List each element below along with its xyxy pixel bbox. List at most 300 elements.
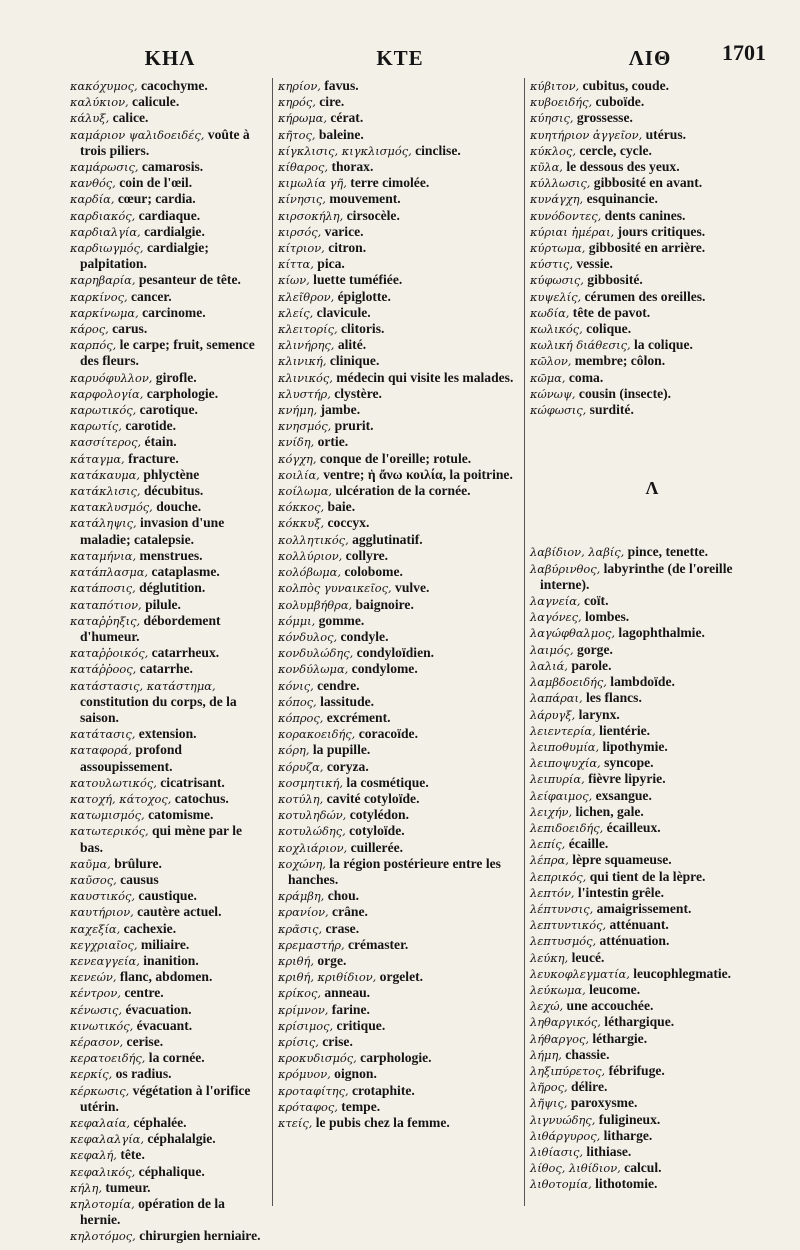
column-divider xyxy=(524,78,525,1206)
dictionary-entry xyxy=(530,609,774,625)
dictionary-entry xyxy=(70,597,268,613)
greek-headword: καταμήνια, xyxy=(70,548,137,563)
greek-headword: ληθαργικός, xyxy=(530,1015,601,1030)
greek-headword: κηλοτόμος, xyxy=(70,1229,136,1244)
french-definition: constitution du corps, de la saison. xyxy=(80,693,237,725)
french-definition: terre cimolée. xyxy=(346,175,430,191)
running-head-left: ΚΗΛ xyxy=(144,46,196,70)
french-definition: la cornée. xyxy=(145,1050,205,1066)
dictionary-entry xyxy=(530,1112,774,1128)
greek-headword: κλειτορίς, xyxy=(278,322,338,337)
french-definition: orge. xyxy=(313,952,347,968)
dictionary-entry xyxy=(70,240,268,272)
dictionary-entry xyxy=(530,707,774,723)
dictionary-entry xyxy=(278,807,518,823)
french-definition: ulcération de la cornée. xyxy=(332,483,471,499)
french-definition: parole. xyxy=(567,657,612,673)
dictionary-entry xyxy=(278,353,518,369)
french-definition: clavicule. xyxy=(313,304,371,320)
greek-headword: καυτήριον, xyxy=(70,905,134,920)
french-definition: cavité cotyloïde. xyxy=(323,790,420,806)
dictionary-entry xyxy=(70,953,268,969)
french-definition: crémaster. xyxy=(344,936,409,952)
greek-headword: κόνδυλος, xyxy=(278,629,338,644)
french-definition: cérumen des oreilles. xyxy=(581,288,706,304)
greek-headword: λιγνυώδης, xyxy=(530,1112,596,1127)
dictionary-entry xyxy=(530,208,774,224)
greek-headword: καρηβαρία, xyxy=(70,273,136,288)
french-definition: léthargie. xyxy=(588,1030,648,1046)
greek-headword: κώφωσις, xyxy=(530,403,587,418)
dictionary-entry xyxy=(278,759,518,775)
dictionary-entry xyxy=(530,353,774,369)
french-definition: chou. xyxy=(324,888,360,904)
french-definition: lambdoïde. xyxy=(606,674,675,690)
french-definition: baleine. xyxy=(315,126,364,142)
greek-headword: κύριαι ἡμέραι, xyxy=(530,224,615,239)
french-definition: condyle. xyxy=(337,628,389,644)
french-definition: catarrheux. xyxy=(148,645,220,661)
french-definition: lientérie. xyxy=(595,722,651,738)
dictionary-entry xyxy=(70,467,268,483)
french-definition: agglutinatif. xyxy=(348,531,423,547)
greek-headword: καλύκιον, xyxy=(70,95,129,110)
greek-headword: κατωτερικός, xyxy=(70,824,149,839)
french-definition: carphologie. xyxy=(356,1050,432,1066)
greek-headword: κυνόδοντες, xyxy=(530,208,602,223)
dictionary-entry xyxy=(278,548,518,564)
french-definition: opération de la hernie. xyxy=(80,1196,225,1228)
greek-headword: κνησμός, xyxy=(278,419,332,434)
greek-headword: κιρσός, xyxy=(278,224,322,239)
greek-headword: κρίσιμος, xyxy=(278,1018,334,1033)
french-definition: favus. xyxy=(320,78,359,93)
french-definition: cirsocèle. xyxy=(343,207,400,223)
greek-headword: καρκίνωμα, xyxy=(70,305,139,320)
column-divider xyxy=(272,78,273,1206)
greek-headword: λίθος, λιθίδιον, xyxy=(530,1161,621,1176)
dictionary-entry xyxy=(530,305,774,321)
greek-headword: κοχλιάριον, xyxy=(278,840,348,855)
french-definition: luette tuméfiée. xyxy=(309,272,403,288)
dictionary-entry xyxy=(70,515,268,547)
greek-headword: κύρτωμα, xyxy=(530,241,586,256)
greek-headword: κολυμβήθρα, xyxy=(278,597,353,612)
greek-headword: καρωτίς, xyxy=(70,419,122,434)
greek-headword: κροκυδισμός, xyxy=(278,1051,357,1066)
french-definition: phlyctène xyxy=(139,466,200,482)
french-definition: gibbosité en arrière. xyxy=(585,240,706,256)
french-definition: cotyloïde. xyxy=(345,823,405,839)
french-definition: le carpe; fruit, semence des fleurs. xyxy=(80,337,255,369)
french-definition: pica. xyxy=(313,256,345,272)
greek-headword: λεπιδοειδής, xyxy=(530,820,604,835)
greek-headword: λειποψυχία, xyxy=(530,756,601,771)
dictionary-entry xyxy=(278,175,518,191)
greek-headword: κῦλα, xyxy=(530,160,563,175)
dictionary-entry xyxy=(530,402,774,418)
dictionary-entry xyxy=(278,694,518,710)
greek-headword: λεύκωμα, xyxy=(530,982,586,997)
french-definition: délire. xyxy=(567,1079,608,1095)
dictionary-entry xyxy=(530,642,774,658)
dictionary-entry xyxy=(530,289,774,305)
french-definition: cire. xyxy=(315,94,345,110)
greek-headword: λεχώ, xyxy=(530,999,564,1014)
dictionary-entry xyxy=(278,224,518,240)
french-definition: utérus. xyxy=(642,126,687,142)
french-definition: clystère. xyxy=(330,385,382,401)
dictionary-entry xyxy=(278,191,518,207)
dictionary-entry xyxy=(70,175,268,191)
greek-headword: ληξιπύρετος, xyxy=(530,1063,606,1078)
french-definition: cotylédon. xyxy=(346,807,409,823)
french-definition: catomisme. xyxy=(144,807,214,823)
dictionary-entry xyxy=(278,305,518,321)
greek-headword: κέρασον, xyxy=(70,1034,124,1049)
greek-headword: κατουλωτικός, xyxy=(70,775,157,790)
french-definition: calicule. xyxy=(128,94,180,110)
greek-headword: λαπάραι, xyxy=(530,691,583,706)
greek-headword: κάρος, xyxy=(70,322,109,337)
dictionary-entry xyxy=(530,256,774,272)
french-definition: fébrifuge. xyxy=(605,1062,665,1078)
greek-headword: κύβιτον, xyxy=(530,79,580,93)
greek-headword: καρκίνος, xyxy=(70,289,128,304)
greek-headword: κυνάγχη, xyxy=(530,192,584,207)
french-definition: cardialgie; palpitation. xyxy=(80,240,209,272)
french-definition: céphalée. xyxy=(129,1115,187,1130)
french-definition: syncope. xyxy=(600,755,654,771)
french-definition: fièvre lipyrie. xyxy=(584,771,666,787)
french-definition: carotique. xyxy=(136,402,198,418)
greek-headword: λαγνεία, xyxy=(530,594,581,609)
greek-headword: κοχώνη, xyxy=(278,856,326,871)
dictionary-entry xyxy=(278,775,518,791)
dictionary-entry xyxy=(278,969,518,985)
greek-headword: κόνις, xyxy=(278,678,314,693)
dictionary-entry xyxy=(278,1018,518,1034)
dictionary-entry xyxy=(530,852,774,868)
greek-headword: κνήμη, xyxy=(278,403,318,418)
greek-headword: κοτυλώδης, xyxy=(278,824,346,839)
dictionary-entry xyxy=(530,370,774,386)
greek-headword: κατάῤῥοος, xyxy=(70,662,137,677)
dictionary-entry xyxy=(70,159,268,175)
dictionary-entry xyxy=(70,402,268,418)
dictionary-entry xyxy=(530,690,774,706)
greek-headword: κρίμνον, xyxy=(278,1002,329,1017)
dictionary-entry xyxy=(70,775,268,791)
french-definition: cousin (insecte). xyxy=(575,385,672,401)
greek-headword: κίων, xyxy=(278,273,310,288)
greek-headword: κωδία, xyxy=(530,305,570,320)
french-definition: surdité. xyxy=(586,402,634,418)
greek-headword: λεπτυσμός, xyxy=(530,934,597,949)
french-definition: centre. xyxy=(120,985,164,1001)
french-definition: exsangue. xyxy=(592,787,652,803)
french-definition: qui mène par le bas. xyxy=(80,823,243,855)
french-definition: cerise. xyxy=(123,1033,164,1049)
french-definition: dents canines. xyxy=(601,207,686,223)
dictionary-entry xyxy=(530,723,774,739)
greek-headword: κρίκος, xyxy=(278,986,321,1001)
dictionary-entry xyxy=(530,788,774,804)
greek-headword: λείφαιμος, xyxy=(530,788,593,803)
dictionary-entry xyxy=(70,78,268,94)
french-definition: coït. xyxy=(580,593,609,609)
french-definition: cancer. xyxy=(127,288,172,304)
greek-headword: καρωτικός, xyxy=(70,403,137,418)
greek-headword: κατάκαυμα, xyxy=(70,467,140,482)
french-definition: végétation à l'orifice utérin. xyxy=(80,1082,251,1114)
french-definition: déglutition. xyxy=(135,580,206,596)
greek-headword: λειποθυμία, xyxy=(530,739,600,754)
dictionary-entry xyxy=(278,483,518,499)
greek-headword: λειπυρία, xyxy=(530,772,585,787)
dictionary-entry xyxy=(278,1066,518,1082)
greek-headword: κώνωψ, xyxy=(530,386,576,401)
dictionary-entry xyxy=(530,869,774,885)
greek-headword: κλεῖθρον, xyxy=(278,289,335,304)
dictionary-entry xyxy=(278,856,518,888)
dictionary-entry xyxy=(278,386,518,402)
greek-headword: καταῤῥηξις, xyxy=(70,613,141,628)
dictionary-entry xyxy=(278,1050,518,1066)
french-definition: vulve. xyxy=(391,580,430,596)
french-definition: esquinancie. xyxy=(583,191,658,207)
dictionary-entry xyxy=(530,561,774,593)
greek-headword: κόγχη, xyxy=(278,451,317,466)
french-definition: colique. xyxy=(582,321,632,337)
french-definition: paroxysme. xyxy=(567,1095,638,1111)
greek-headword: καταπότιον, xyxy=(70,597,142,612)
french-definition: menstrues. xyxy=(136,547,203,563)
greek-headword: λεπρικός, xyxy=(530,869,587,884)
dictionary-entry xyxy=(70,807,268,823)
greek-headword: κόρυζα, xyxy=(278,759,324,774)
greek-headword: καχεξία, xyxy=(70,921,121,936)
dictionary-entry xyxy=(530,191,774,207)
french-definition: coracoïde. xyxy=(355,726,418,742)
greek-headword: λέπρα, xyxy=(530,853,569,868)
dictionary-entry xyxy=(278,953,518,969)
dictionary-entry xyxy=(530,1014,774,1030)
greek-headword: κῶμα, xyxy=(530,370,566,385)
greek-headword: καταῤῥοικός, xyxy=(70,646,149,661)
dictionary-entry xyxy=(70,370,268,386)
french-definition: cardialgie. xyxy=(140,223,205,239)
french-definition: prurit. xyxy=(331,418,374,434)
greek-headword: κεφαλαία, xyxy=(70,1116,130,1130)
dictionary-entry xyxy=(530,658,774,674)
dictionary-entry xyxy=(278,78,518,94)
french-definition: fracture. xyxy=(124,450,179,466)
french-definition: ortie. xyxy=(314,434,349,450)
french-definition: gorge. xyxy=(573,641,613,657)
french-definition: crâne. xyxy=(328,904,368,920)
dictionary-entry xyxy=(278,110,518,126)
dictionary-entry xyxy=(278,823,518,839)
greek-headword: κατάκλισις, xyxy=(70,484,141,499)
dictionary-entry xyxy=(530,110,774,126)
french-definition: mouvement. xyxy=(325,191,401,207)
french-definition: baie. xyxy=(324,499,356,515)
greek-headword: λειχήν, xyxy=(530,804,573,819)
french-definition: le pubis chez la femme. xyxy=(312,1115,450,1130)
greek-headword: κύκλος, xyxy=(530,143,576,158)
french-definition: oignon. xyxy=(330,1066,377,1082)
greek-headword: λαβύρινθος, xyxy=(530,561,601,576)
greek-headword: καρπός, xyxy=(70,338,117,353)
dictionary-entry xyxy=(278,1034,518,1050)
dictionary-entry xyxy=(530,1176,774,1192)
french-definition: la région postérieure entre les hanches. xyxy=(288,855,501,887)
dictionary-entry xyxy=(278,515,518,531)
dictionary-entry xyxy=(70,856,268,872)
dictionary-entry xyxy=(70,872,268,888)
dictionary-entry xyxy=(530,836,774,852)
dictionary-entry xyxy=(530,224,774,240)
dictionary-entry xyxy=(530,933,774,949)
dictionary-entry xyxy=(70,321,268,337)
dictionary-entry xyxy=(278,321,518,337)
greek-headword: κόκκυξ, xyxy=(278,516,325,531)
greek-headword: λαιμός, xyxy=(530,642,574,657)
greek-headword: κάταγμα, xyxy=(70,451,125,466)
greek-headword: κονδυλώδης, xyxy=(278,646,354,661)
greek-headword: κωλική διάθεσις, xyxy=(530,338,631,353)
dictionary-entry xyxy=(278,678,518,694)
greek-headword: κεφαλή, xyxy=(70,1148,117,1163)
dictionary-entry xyxy=(278,985,518,1001)
dictionary-entry xyxy=(70,272,268,288)
dictionary-entry xyxy=(278,840,518,856)
french-definition: lombes. xyxy=(581,609,630,625)
greek-headword: κίθαρος, xyxy=(278,160,329,175)
dictionary-entry xyxy=(530,1047,774,1063)
french-definition: clitoris. xyxy=(337,321,385,337)
french-definition: cuillerée. xyxy=(347,839,404,855)
dictionary-entry xyxy=(278,532,518,548)
french-definition: thorax. xyxy=(328,159,374,175)
french-definition: coma. xyxy=(565,369,604,385)
french-definition: inanition. xyxy=(139,952,199,968)
greek-headword: καρδιωγμός, xyxy=(70,241,144,256)
greek-headword: κατάπλασμα, xyxy=(70,565,149,580)
greek-headword: κολλύριον, xyxy=(278,548,343,563)
french-definition: chassie. xyxy=(561,1046,610,1062)
greek-headword: καρδιακός, xyxy=(70,208,136,223)
dictionary-entry xyxy=(70,224,268,240)
dictionary-entry xyxy=(530,917,774,933)
french-definition: os radius. xyxy=(112,1066,172,1082)
dictionary-entry xyxy=(278,1083,518,1099)
french-definition: gibbosité. xyxy=(583,272,643,288)
dictionary-entry xyxy=(70,937,268,953)
dictionary-entry xyxy=(278,904,518,920)
french-definition: cachexie. xyxy=(120,920,177,936)
dictionary-entry xyxy=(278,143,518,159)
french-definition: cercle, cycle. xyxy=(575,142,652,158)
greek-headword: κατάληψις, xyxy=(70,516,137,531)
french-definition: larynx. xyxy=(575,706,620,722)
french-definition: atténuant. xyxy=(606,917,669,933)
dictionary-entry xyxy=(530,386,774,402)
greek-headword: κρανίον, xyxy=(278,905,329,920)
greek-headword: λεπτόν, xyxy=(530,885,575,900)
dictionary-entry xyxy=(530,966,774,982)
french-definition: pilule. xyxy=(141,596,181,612)
greek-headword: λῆρος, xyxy=(530,1080,568,1095)
dictionary-entry xyxy=(70,418,268,434)
greek-headword: κωλικός, xyxy=(530,322,583,337)
greek-headword: κέρκωσις, xyxy=(70,1083,130,1098)
dictionary-entry xyxy=(278,434,518,450)
dictionary-entry xyxy=(530,159,774,175)
french-definition: extension. xyxy=(135,726,197,742)
greek-headword: κτείς, xyxy=(278,1116,313,1130)
greek-headword: κρόμυον, xyxy=(278,1067,331,1082)
greek-headword: κίγκλισις, κιγκλισμός, xyxy=(278,143,412,158)
dictionary-entry xyxy=(70,678,268,727)
greek-headword: κονδύλωμα, xyxy=(278,662,349,677)
french-definition: coin de l'œil. xyxy=(115,175,193,191)
greek-headword: καυστικός, xyxy=(70,889,135,904)
dictionary-entry xyxy=(70,1228,268,1244)
french-definition: cataplasme. xyxy=(148,564,220,580)
french-definition: cérat. xyxy=(327,110,364,126)
greek-headword: κρᾶσις, xyxy=(278,921,323,936)
french-definition: caustique. xyxy=(134,888,197,904)
greek-headword: καῦσος, xyxy=(70,872,117,887)
dictionary-entry xyxy=(278,564,518,580)
dictionary-entry xyxy=(278,613,518,629)
greek-headword: κανθός, xyxy=(70,176,116,191)
greek-headword: κρίσις, xyxy=(278,1034,319,1049)
dictionary-entry xyxy=(70,1115,268,1131)
dictionary-entry xyxy=(70,289,268,305)
french-definition: catarrhe. xyxy=(136,661,193,677)
french-definition: orgelet. xyxy=(376,969,424,985)
french-definition: carotide. xyxy=(121,418,177,434)
dictionary-entry xyxy=(278,337,518,353)
greek-headword: κενεαγγεία, xyxy=(70,953,140,968)
french-definition: crise. xyxy=(318,1033,353,1049)
greek-headword: κῶλον, xyxy=(530,354,572,369)
french-definition: labyrinthe (de l'oreille interne). xyxy=(540,560,733,592)
french-definition: leucé. xyxy=(568,949,605,965)
french-definition: lipothymie. xyxy=(599,738,668,754)
dictionary-entry xyxy=(530,593,774,609)
french-definition: carphologie. xyxy=(143,385,219,401)
french-definition: qui tient de la lèpre. xyxy=(586,868,706,884)
dictionary-entry xyxy=(70,645,268,661)
dictionary-entry xyxy=(70,1164,268,1180)
greek-headword: κόμμι, xyxy=(278,613,316,628)
greek-headword: κένωσις, xyxy=(70,1002,123,1017)
dictionary-entry xyxy=(70,969,268,985)
greek-headword: κινωτικός, xyxy=(70,1018,134,1033)
dictionary-entry xyxy=(278,937,518,953)
french-definition: voûte à trois piliers. xyxy=(80,126,250,158)
dictionary-entry xyxy=(70,1147,268,1163)
french-definition: tête de pavot. xyxy=(569,304,651,320)
dictionary-entry xyxy=(278,240,518,256)
dictionary-entry xyxy=(70,888,268,904)
greek-headword: κύφωσις, xyxy=(530,273,584,288)
greek-headword: κλινική, xyxy=(278,354,327,369)
